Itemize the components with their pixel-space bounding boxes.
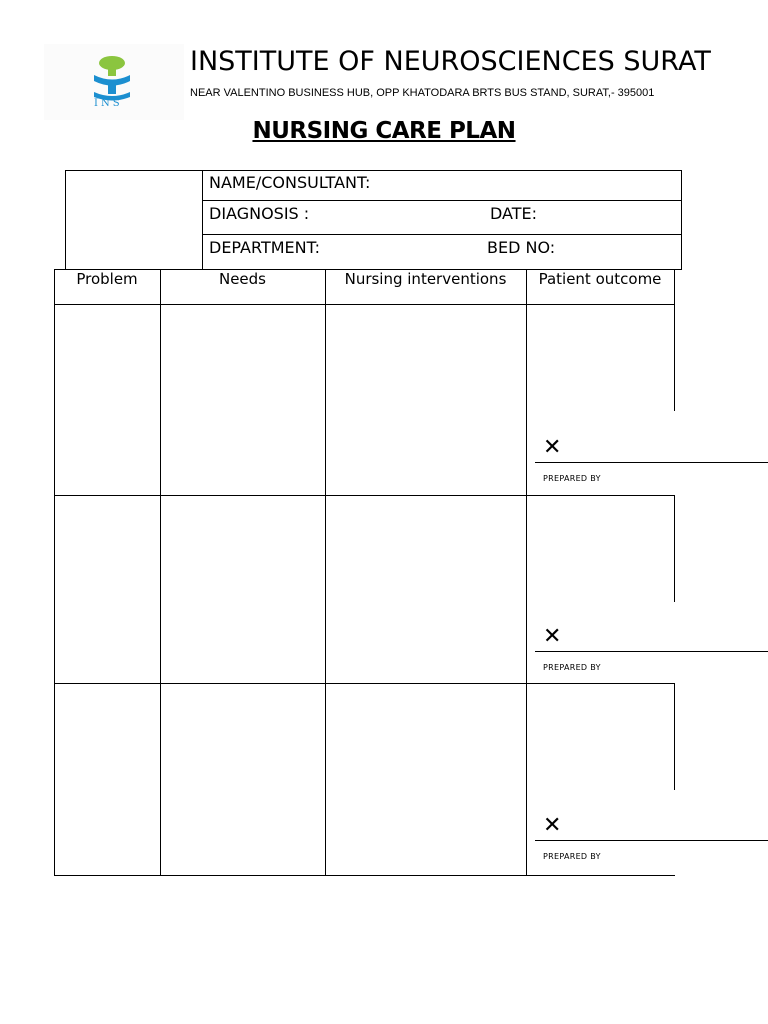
signature-underline	[535, 651, 768, 652]
row-3-interventions-cell[interactable]	[326, 684, 525, 874]
department-label: DEPARTMENT:	[209, 238, 321, 257]
row-2-interventions-cell[interactable]	[326, 496, 525, 682]
prepared-by-label: PREPARED BY	[543, 474, 601, 483]
signature-line-1[interactable]	[535, 437, 768, 487]
diagnosis-label: DIAGNOSIS :	[209, 204, 310, 223]
row-1-outcome-cell[interactable]	[527, 305, 673, 425]
row-1-needs-cell[interactable]	[161, 305, 324, 494]
signature-line-3[interactable]	[535, 815, 768, 865]
row-2-outcome-cell[interactable]	[527, 496, 673, 616]
column-header-patient-outcome: Patient outcome	[538, 270, 662, 288]
table-right-border-row-3	[674, 683, 675, 790]
column-header-needs: Needs	[218, 270, 266, 288]
signature-underline	[535, 462, 768, 463]
table-bottom-border	[54, 875, 675, 876]
row-3-problem-cell[interactable]	[55, 684, 159, 874]
patient-info-divider-2	[202, 234, 682, 235]
patient-info-blank-cell[interactable]	[65, 170, 203, 270]
institute-name: INSTITUTE OF NEUROSCIENCES SURAT	[190, 46, 711, 77]
table-right-border-header	[674, 269, 675, 304]
logo-neck-shape	[108, 68, 116, 76]
institute-address: NEAR VALENTINO BUSINESS HUB, OPP KHATODARA BRTS BUS STAND, SURAT,- 395001	[190, 87, 655, 99]
row-1-interventions-cell[interactable]	[326, 305, 525, 494]
row-3-needs-cell[interactable]	[161, 684, 324, 874]
column-header-nursing-interventions: Nursing interventions	[344, 270, 507, 288]
prepared-by-label: PREPARED BY	[543, 663, 601, 672]
row-3-outcome-cell[interactable]	[527, 684, 673, 804]
row-1-problem-cell[interactable]	[55, 305, 159, 494]
logo-head-shape	[99, 56, 125, 70]
signature-x-mark: ✕	[543, 813, 562, 838]
patient-info-divider-1	[202, 200, 682, 201]
prepared-by-label: PREPARED BY	[543, 852, 601, 861]
signature-line-2[interactable]	[535, 626, 768, 676]
column-header-problem: Problem	[76, 270, 138, 288]
table-right-border-row-2	[674, 495, 675, 602]
logo-stem-shape	[108, 82, 116, 94]
date-label: DATE:	[490, 204, 538, 223]
row-2-needs-cell[interactable]	[161, 496, 324, 682]
page-title: NURSING CARE PLAN	[252, 118, 516, 144]
row-2-problem-cell[interactable]	[55, 496, 159, 682]
institute-logo	[44, 44, 184, 120]
signature-x-mark: ✕	[543, 624, 562, 649]
signature-x-mark: ✕	[543, 435, 562, 460]
signature-underline	[535, 840, 768, 841]
table-right-border-row-1	[674, 304, 675, 411]
name-consultant-label: NAME/CONSULTANT:	[209, 173, 371, 192]
bed-no-label: BED NO:	[487, 238, 556, 257]
logo-text: INS	[94, 98, 123, 109]
